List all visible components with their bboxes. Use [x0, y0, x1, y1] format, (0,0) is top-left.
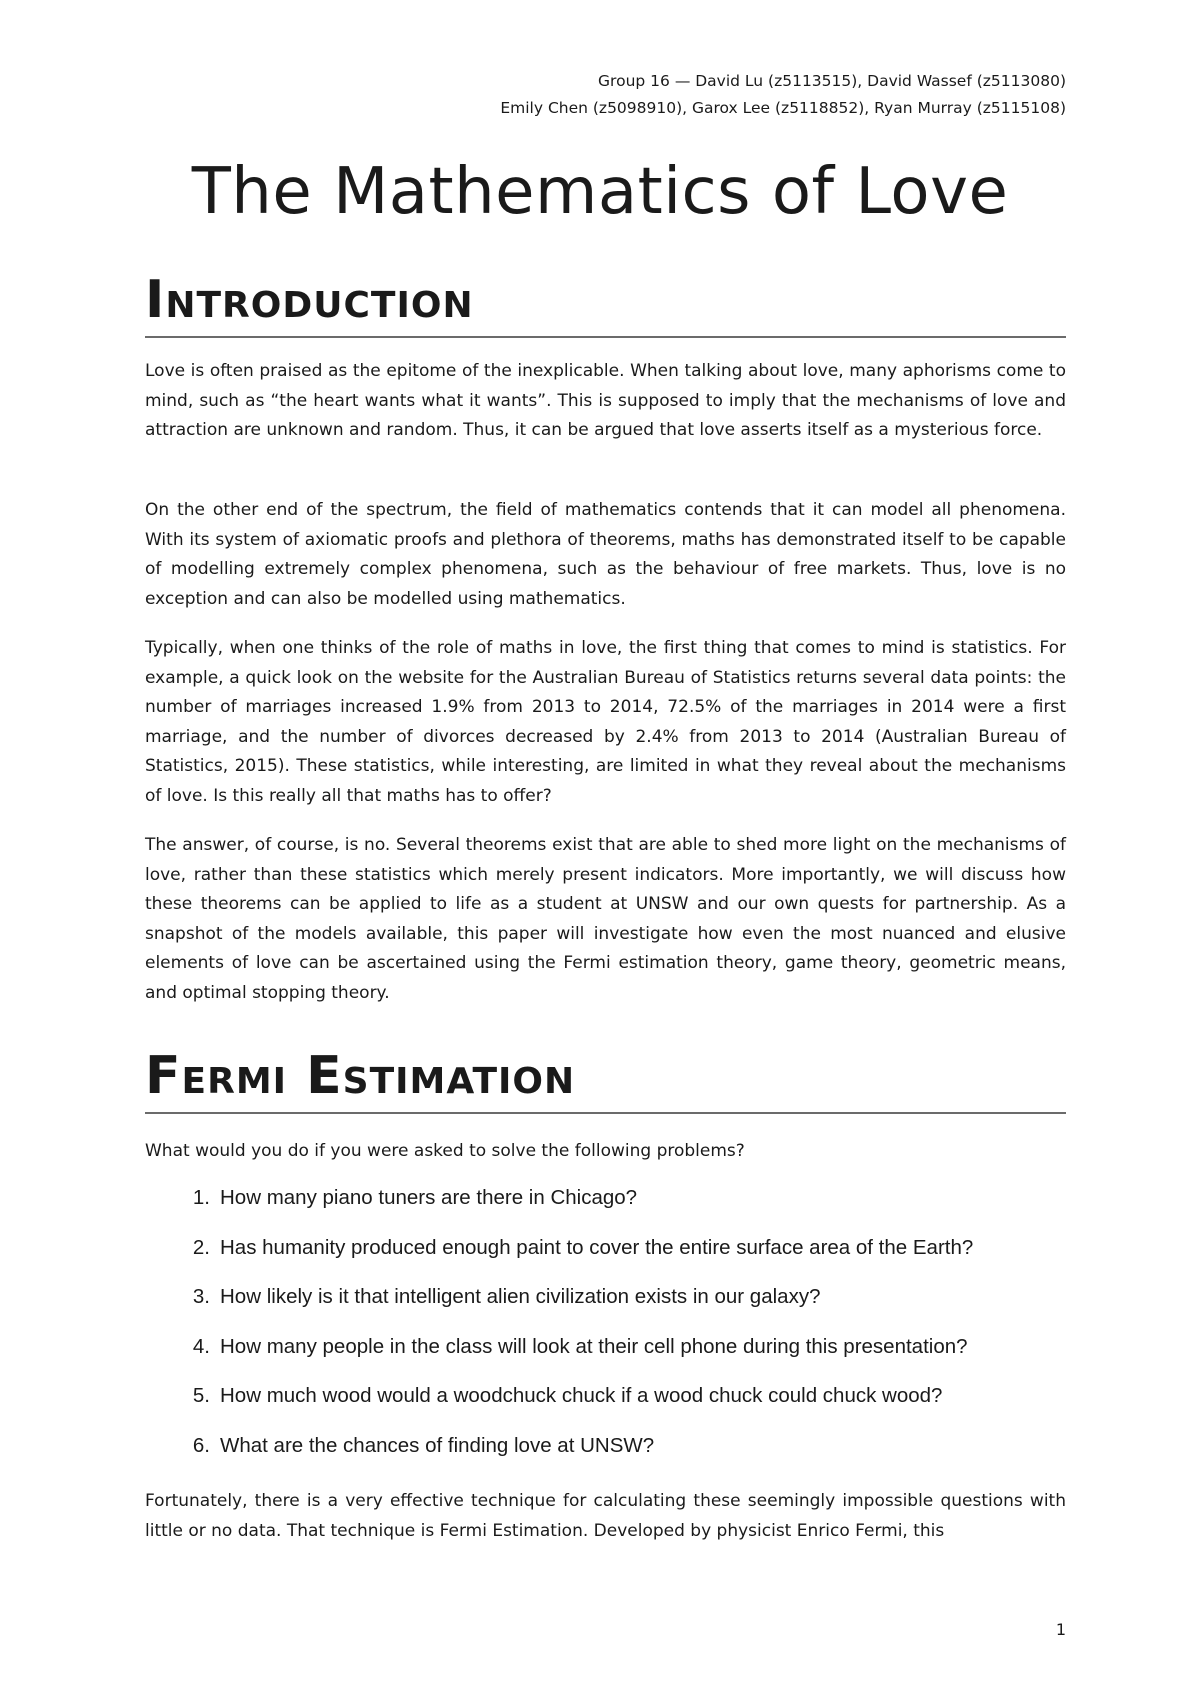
- question-text: Has humanity produced enough paint to cover the entire surface area of the Earth?: [220, 1235, 974, 1259]
- intro-paragraph-2: On the other end of the spectrum, the field of mathematics contends that it can model all phenomena. With its system of axiomatic proofs and plethora of theorems, maths has demonstrated itself to be capable of modelling extremely complex phenomena, such as the behaviour of free markets. Thus, love is no exception and can also be modelled using mathematics.: [145, 500, 1066, 609]
- intro-paragraph-1: Love is often praised as the epitome of the inexplicable. When talking about love, many aphorisms come to mind, such as “the heart wants what it wants”. This is supposed to imply that the mechanisms of love and attraction are unknown and random. Thus, it can be argued that love asserts itself as a mysterious force.: [145, 361, 1066, 440]
- question-text: How many piano tuners are there in Chicago?: [220, 1186, 638, 1209]
- author-header: [500, 68, 1066, 122]
- intro-paragraph-3: Typically, when one thinks of the role of maths in love, the first thing that comes to mind is statistics. For example, a quick look on the website for the Australian Bureau of Statistics returns several data points: the number of marriages increased 1.9% from 2013 to 2014, 72.5% of the marriages in 2014 were a first marriage, and the number of divorces decreased by 2.4% from 2013 to 2014 (Australian Bureau of Statistics, 2015). These statistics, while interesting, are limited in what they reveal about the mechanisms of love. Is this really all that maths has to offer?: [145, 638, 1066, 806]
- fermi-closing-paragraph: Fortunately, there is a very effective technique for calculating these seemingly impossible questions with little or no data. That technique is Fermi Estimation. Developed by physicist Enrico Fermi, this: [145, 1491, 1066, 1541]
- question-number: 4.: [192, 1334, 210, 1358]
- question-number: 2.: [192, 1235, 210, 1259]
- list-item: [145, 1431, 1066, 1481]
- question-list: [145, 1183, 1066, 1480]
- question-number: 3.: [192, 1285, 210, 1308]
- question-text: What are the chances of finding love at UNSW?: [220, 1433, 655, 1457]
- section-heading-introduction: Introduction: [145, 268, 1066, 338]
- question-number: 5.: [192, 1384, 210, 1407]
- question-number: 1.: [192, 1186, 210, 1209]
- question-text: How much wood would a woodchuck chuck if a wood chuck could chuck wood?: [220, 1384, 943, 1407]
- list-item: [145, 1381, 1066, 1431]
- list-item: [145, 1282, 1066, 1332]
- intro-paragraph-4: The answer, of course, is no. Several theorems exist that are able to shed more light on the mechanisms of love, rather than these statistics which merely present indicators. More importantly, we will discuss how these theorems can be applied to life as a student at UNSW and our own quests for partnership. As a snapshot of the models available, this paper will investigate how even the most nuanced and elusive elements of love can be ascertained using the Fermi estimation theory, game theory, geometric means, and optimal stopping theory.: [145, 835, 1066, 1003]
- fermi-intro-paragraph: What would you do if you were asked to solve the following problems?: [145, 1141, 745, 1161]
- header-line-2: Emily Chen (z5098910), Garox Lee (z5118852), Ryan Murray (z5115108): [500, 99, 1066, 117]
- list-item: [145, 1332, 1066, 1382]
- question-number: 6.: [192, 1433, 210, 1457]
- question-text: How many people in the class will look at their cell phone during this presentation?: [220, 1334, 968, 1358]
- list-item: [145, 1233, 1066, 1283]
- list-item: [145, 1183, 1066, 1233]
- header-line-1: Group 16 — David Lu (z5113515), David Wassef (z5113080): [598, 72, 1066, 90]
- page-title: The Mathematics of Love: [191, 155, 1009, 229]
- page-number: 1: [1055, 1620, 1066, 1639]
- section-heading-fermi-estimation: Fermi Estimation: [145, 1044, 1066, 1114]
- question-text: How likely is it that intelligent alien civilization exists in our galaxy?: [220, 1285, 821, 1308]
